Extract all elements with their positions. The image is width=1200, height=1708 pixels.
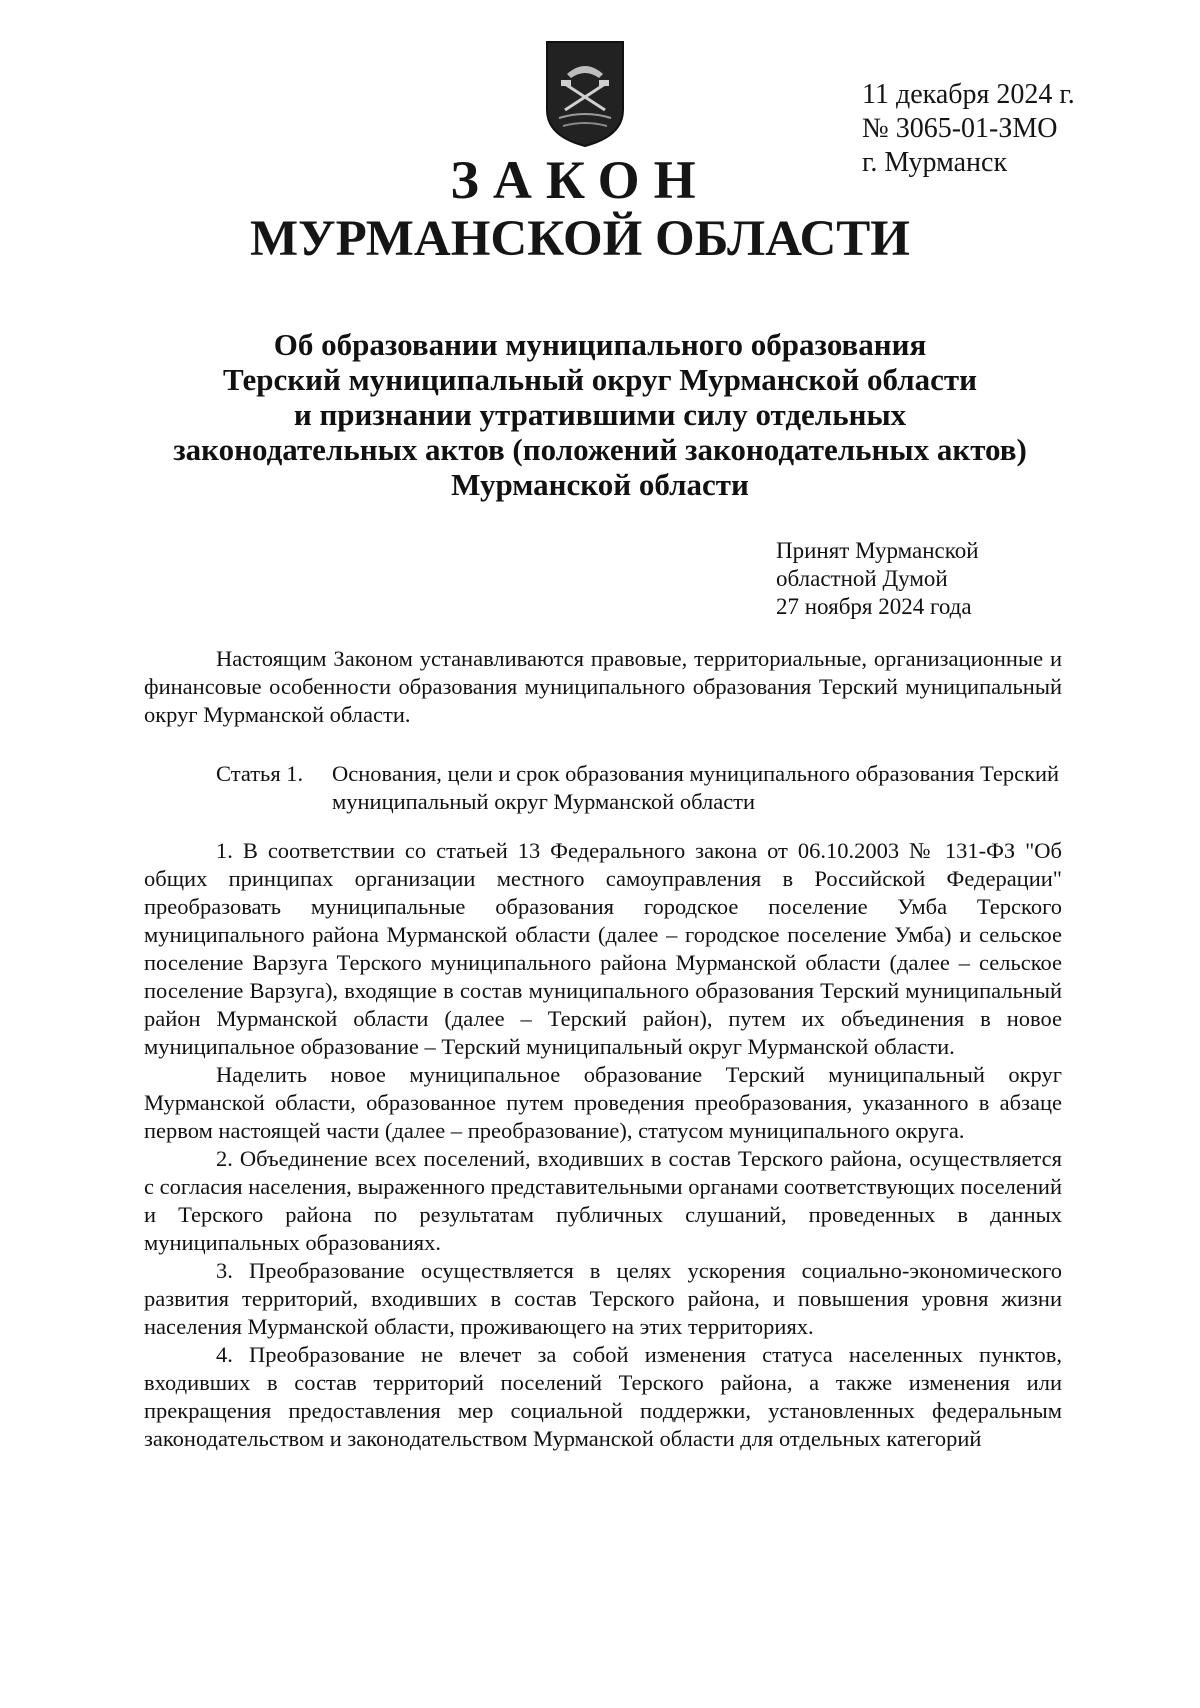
article-paragraph: 1. В соответствии со статьей 13 Федерального закона от 06.10.2003 № 131-ФЗ "Об общих принципах организации местного самоуправления в Российской Федерации" преобразовать муниципальные образования городское поселение Умба Терского муниципального района Мурманской области (далее – городское поселение Умба) и сельское поселение Варзуга Терского муниципального района Мурманской области (далее – сельское поселение Варзуга), входящие в состав муниципального образования Терский муниципальный район Мурманской области (далее – Терский район), путем их объединения в новое муниципальное образование – Терский муниципальный округ Мурманской области. <box>144 838 1062 1059</box>
law-date: 11 декабря 2024 г. <box>862 79 1075 110</box>
law-name-line: и признании утратившими силу отдельных <box>293 397 907 432</box>
document-title: ЗАКОН <box>450 150 710 210</box>
law-name-line: Терский муниципальный округ Мурманской области <box>223 362 977 397</box>
article-body <box>144 837 1062 1453</box>
law-number: № 3065-01-ЗМО <box>862 113 1058 144</box>
article-label: Статья 1. <box>216 761 304 786</box>
article-paragraph: 3. Преобразование осуществляется в целях ускорения социально-экономического развития территорий, входивших в состав Терского района, и повышения уровня жизни населения Мурманской области, проживающего на этих территориях. <box>144 1258 1062 1339</box>
article-title: Основания, цели и срок образования муниципального образования Терский муниципальный округ Мурманской области <box>332 761 1060 814</box>
law-name-line: Мурманской области <box>451 467 749 502</box>
preamble-paragraph: Настоящим Законом устанавливаются правовые, территориальные, организационные и финансовые особенности образования муниципального образования Терский муниципальный округ Мурманской области. <box>144 646 1062 727</box>
adoption-note <box>776 537 979 621</box>
article-paragraph: 2. Объединение всех поселений, входивших в состав Терского района, осуществляется с согласия населения, выраженного представительными органами соответствующих поселений и Терского района по результатам публичных слушаний, проведенных в данных муниципальных образованиях. <box>144 1146 1062 1255</box>
law-name-line: Об образовании муниципального образования <box>273 327 927 362</box>
adoption-line: областной Думой <box>776 566 948 591</box>
document-region: МУРМАНСКОЙ ОБЛАСТИ <box>250 211 910 267</box>
adoption-line: Принят Мурманской <box>776 538 979 563</box>
coat-of-arms-emblem <box>545 40 625 148</box>
article-paragraph: 4. Преобразование не влечет за собой изменения статуса населенных пунктов, входивших в состав территорий поселений Терского района, а также изменения или прекращения предоставления мер социальной поддержки, установленных федеральным законодательством и законодательством Мурманской области для отдельных категорий <box>144 1342 1062 1451</box>
law-name <box>100 327 1100 502</box>
adoption-date: 27 ноября 2024 года <box>776 594 972 619</box>
article-paragraph: Наделить новое муниципальное образование Терский муниципальный округ Мурманской области, образованное путем проведения преобразования, указанного в абзаце первом настоящей части (далее – преобразование), статусом муниципального округа. <box>144 1062 1062 1143</box>
law-city: г. Мурманск <box>862 147 1008 178</box>
preamble <box>144 645 1062 729</box>
law-name-line: законодательных актов (положений законодательных актов) <box>173 432 1027 467</box>
